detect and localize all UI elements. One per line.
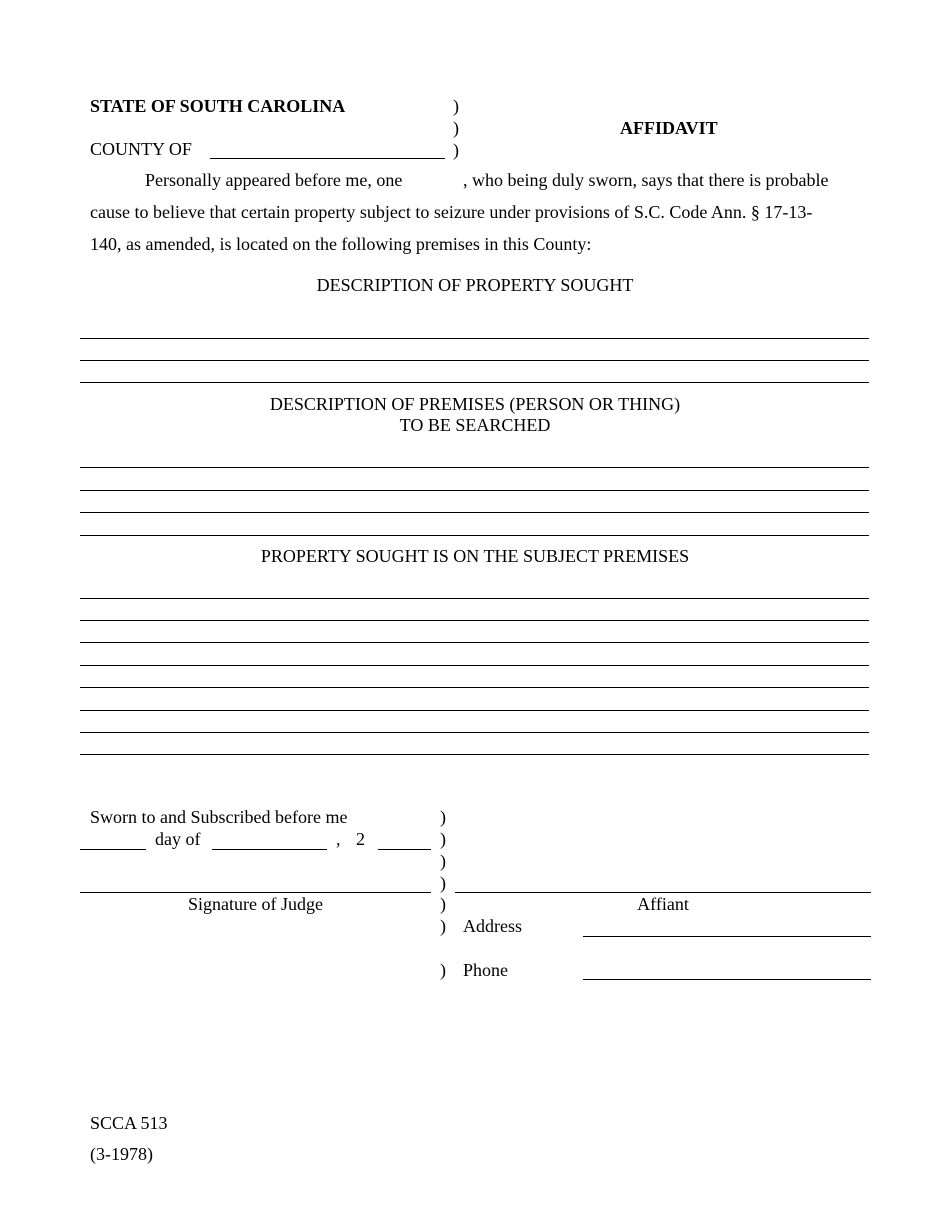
property-line[interactable] [80, 382, 869, 383]
phone-label: Phone [463, 960, 508, 980]
intro-text-line3: 140, as amended, is located on the following premises in this County: [90, 234, 592, 254]
intro-text-part1: Personally appeared before me, one [145, 170, 403, 190]
caption-paren: ) [453, 96, 459, 116]
caption-paren: ) [453, 118, 459, 138]
on-premises-heading: PROPERTY SOUGHT IS ON THE SUBJECT PREMISES [260, 546, 690, 566]
county-label: COUNTY OF [90, 139, 192, 159]
premises-line[interactable] [80, 512, 869, 513]
address-label: Address [463, 916, 522, 936]
signature-paren: ) [440, 916, 446, 936]
property-sought-heading: DESCRIPTION OF PROPERTY SOUGHT [316, 275, 634, 295]
date-comma: , [336, 829, 341, 849]
form-number: SCCA 513 [90, 1113, 168, 1133]
phone-field[interactable] [583, 979, 871, 980]
signature-paren: ) [440, 960, 446, 980]
sworn-text: Sworn to and Subscribed before me [90, 807, 348, 827]
on-premises-line[interactable] [80, 710, 869, 711]
on-premises-line[interactable] [80, 598, 869, 599]
county-field[interactable] [210, 158, 445, 159]
signature-paren: ) [440, 829, 446, 849]
affiant-label: Affiant [637, 894, 689, 914]
address-field[interactable] [583, 936, 871, 937]
caption-paren: ) [453, 140, 459, 160]
day-field[interactable] [80, 849, 146, 850]
intro-text-line2: cause to believe that certain property subject to seizure under provisions of S.C. Code Ann. § 17-13- [90, 202, 813, 222]
premises-line[interactable] [80, 490, 869, 491]
document-title: AFFIDAVIT [620, 118, 718, 138]
on-premises-line[interactable] [80, 642, 869, 643]
premises-line[interactable] [80, 467, 869, 468]
property-line[interactable] [80, 338, 869, 339]
on-premises-line[interactable] [80, 620, 869, 621]
on-premises-line[interactable] [80, 754, 869, 755]
state-heading: STATE OF SOUTH CAROLINA [90, 96, 346, 116]
form-revision: (3-1978) [90, 1144, 153, 1164]
on-premises-line[interactable] [80, 687, 869, 688]
day-of-label: day of [155, 829, 201, 849]
month-field[interactable] [212, 849, 327, 850]
on-premises-line[interactable] [80, 732, 869, 733]
year-prefix: 2 [356, 829, 365, 849]
on-premises-line[interactable] [80, 665, 869, 666]
signature-paren: ) [440, 873, 446, 893]
premises-line[interactable] [80, 535, 869, 536]
judge-signature-label: Signature of Judge [188, 894, 323, 914]
signature-paren: ) [440, 851, 446, 871]
year-field[interactable] [378, 849, 431, 850]
signature-paren: ) [440, 807, 446, 827]
premises-heading-line1: DESCRIPTION OF PREMISES (PERSON OR THING) [269, 394, 681, 414]
property-line[interactable] [80, 360, 869, 361]
premises-heading-line2: TO BE SEARCHED [399, 415, 551, 435]
intro-text-part2: , who being duly sworn, says that there is probable [463, 170, 829, 190]
signature-paren: ) [440, 894, 446, 914]
